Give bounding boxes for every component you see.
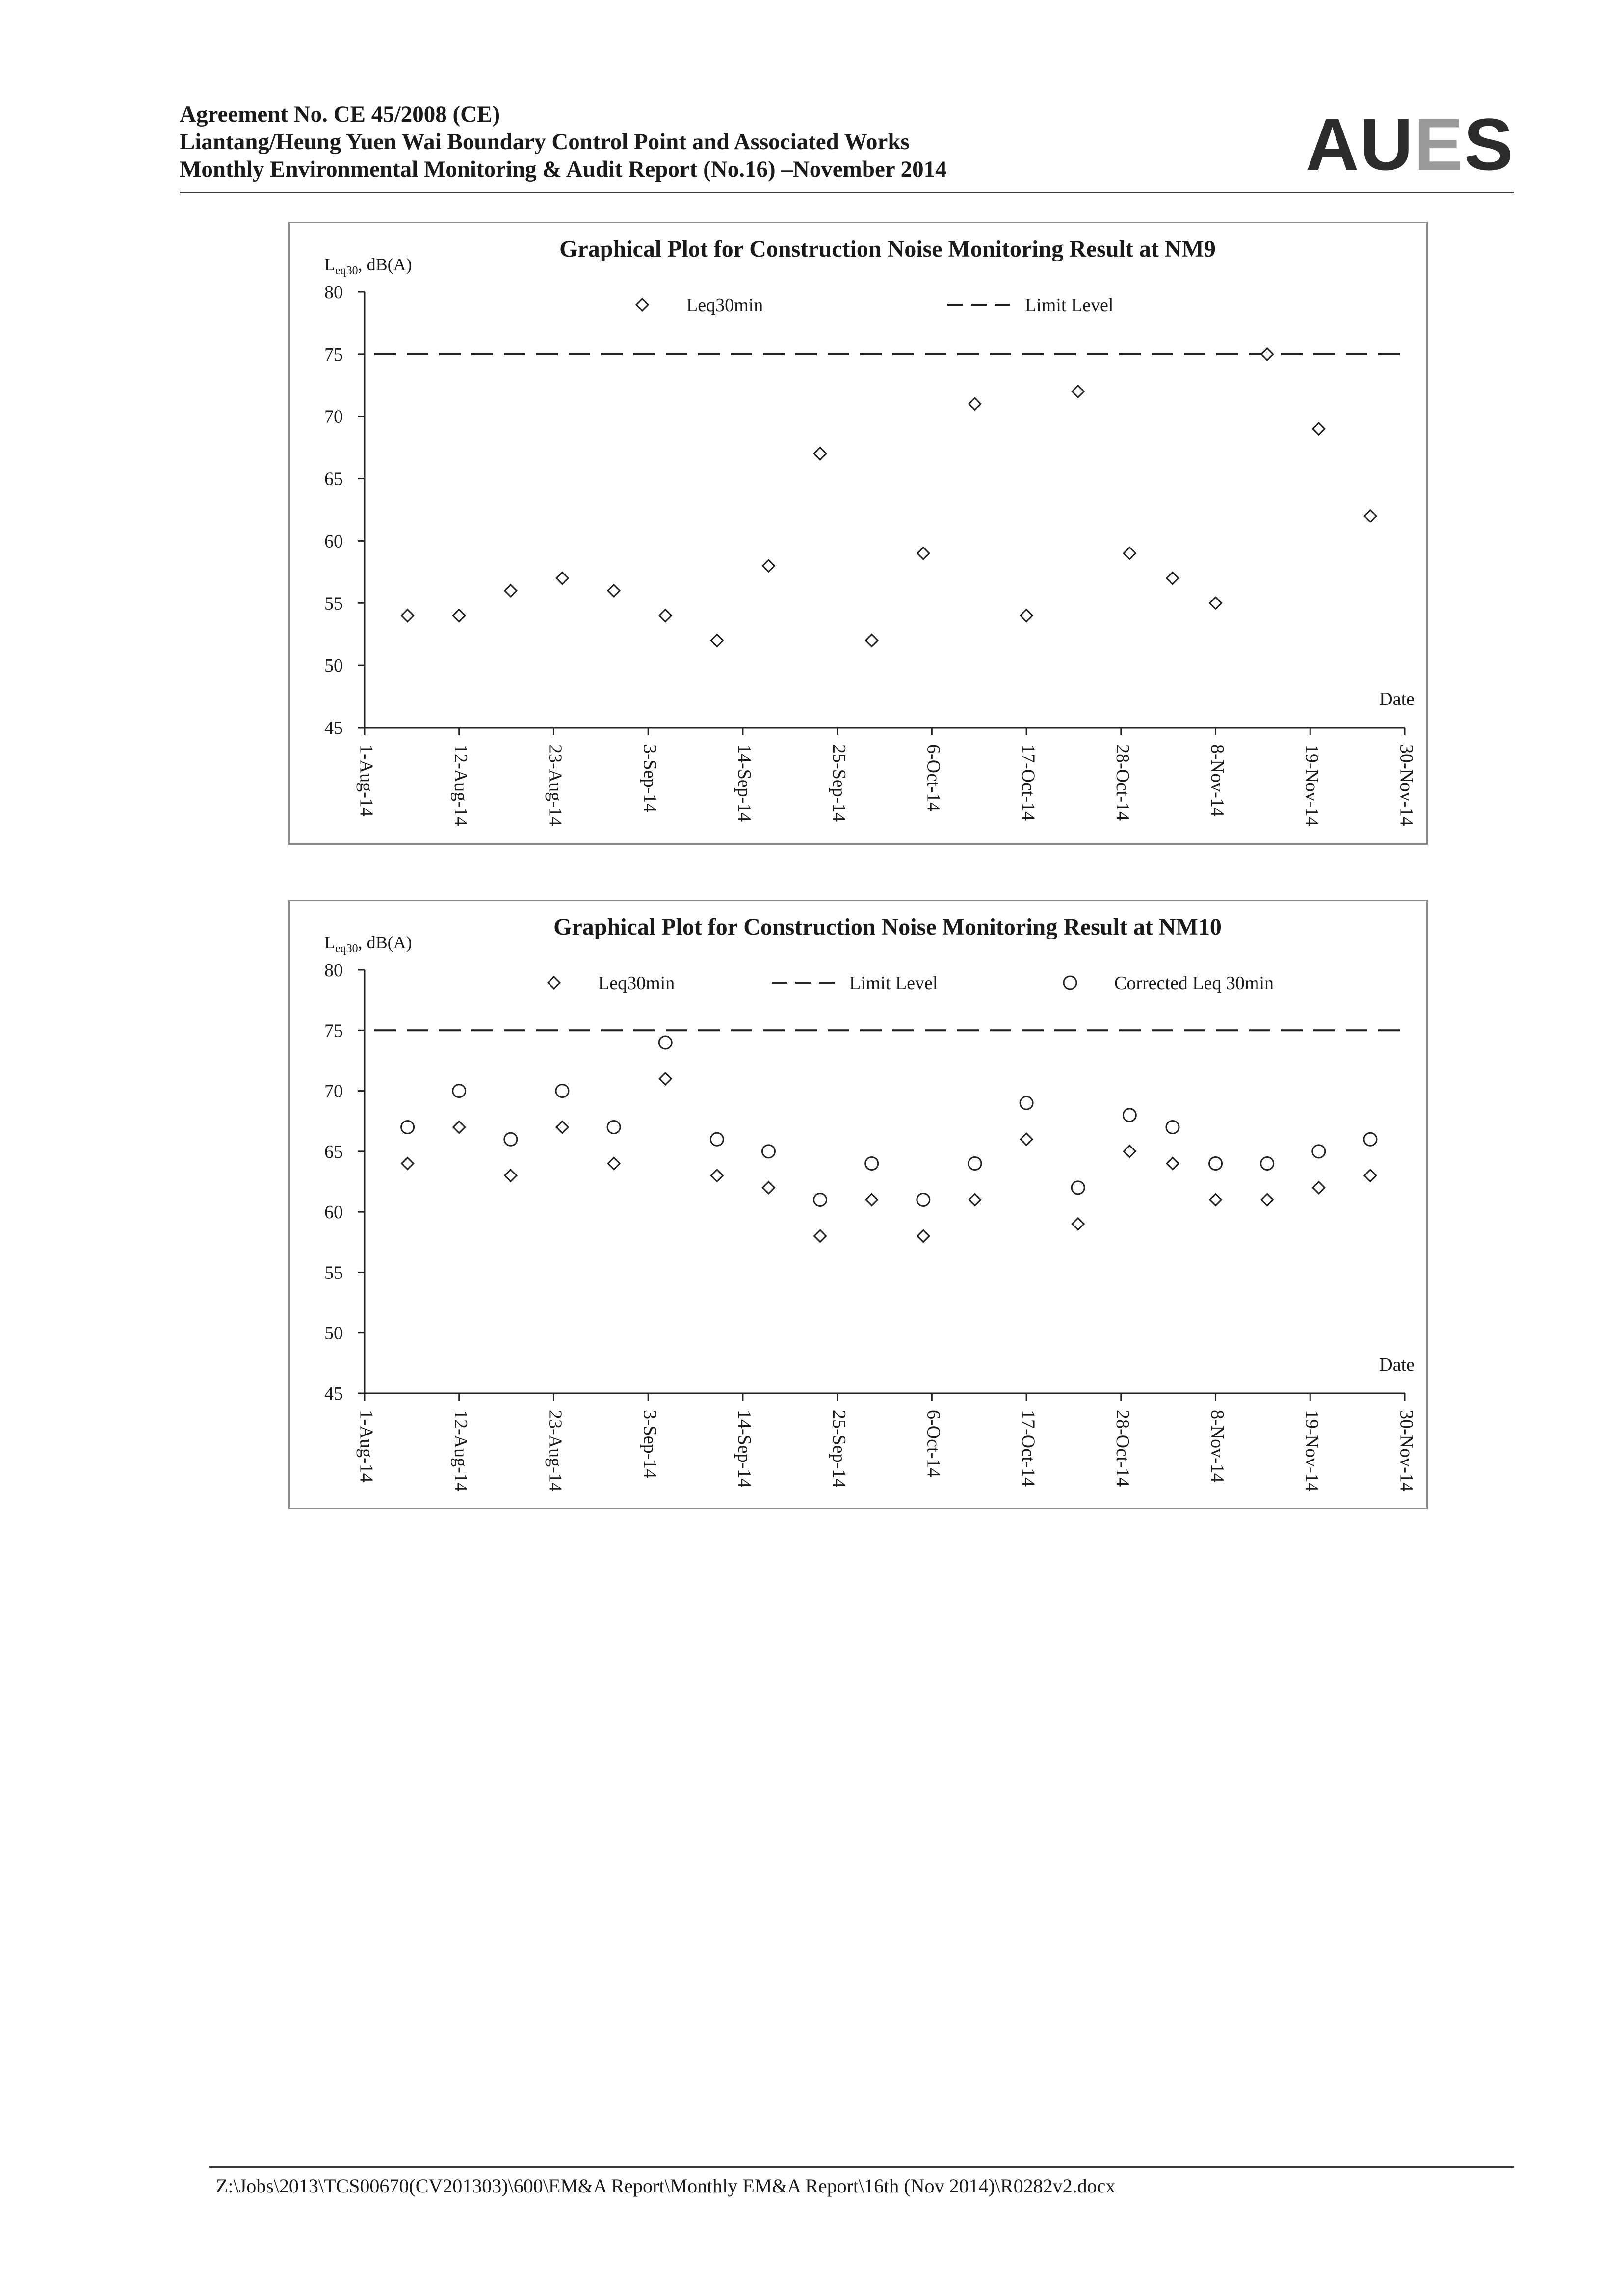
x-tick-label: 17-Oct-14 [1018,744,1039,821]
leq30min-point [1261,348,1273,360]
leq30min-point [711,1170,723,1181]
leq30min-point [1210,597,1222,609]
corrected-leq-point [504,1133,517,1146]
x-tick-label: 14-Sep-14 [734,744,755,822]
leq30min-point [1313,423,1325,435]
leq30min-point [762,1182,774,1194]
corrected-leq-point [556,1085,569,1097]
corrected-leq-point [762,1145,775,1158]
corrected-leq-point [1364,1133,1377,1146]
x-tick-label: 28-Oct-14 [1112,744,1133,821]
corrected-leq-point [401,1121,414,1134]
x-tick-label: 25-Sep-14 [828,744,849,822]
leq30min-point [969,398,981,410]
logo-text-s: S [1464,103,1514,185]
report-title: Monthly Environmental Monitoring & Audit Report (No.16) –November 2014 [180,157,947,182]
x-tick-label: 1-Aug-14 [356,744,377,817]
leq30min-point [814,1230,826,1242]
leq30min-point [1124,548,1135,559]
leq30min-point [1124,1146,1135,1157]
x-tick-label: 25-Sep-14 [828,1410,849,1488]
chart-title: Graphical Plot for Construction Noise Monitoring Result at NM9 [559,236,1216,262]
leq30min-point [1210,1194,1222,1205]
y-tick-label: 65 [324,1141,343,1162]
leq30min-point [659,610,671,622]
leq30min-point [402,1158,414,1170]
x-tick-label: 8-Nov-14 [1206,744,1228,817]
y-axis-label-main: L [324,933,335,952]
leq30min-point [1021,610,1032,622]
y-tick-label: 75 [324,344,343,365]
x-tick-label: 14-Sep-14 [734,1410,755,1488]
y-tick-label: 65 [324,469,343,490]
report-header [180,101,1514,194]
y-tick-label: 45 [324,1383,343,1404]
y-tick-label: 70 [324,406,343,427]
corrected-leq-point [1312,1145,1325,1158]
x-tick-label: 17-Oct-14 [1018,1410,1039,1487]
corrected-leq-point [607,1121,620,1134]
x-tick-label: 6-Oct-14 [923,1410,944,1478]
x-tick-label: 30-Nov-14 [1396,744,1417,826]
legend-label: Limit Level [849,973,938,993]
y-tick-label: 80 [324,282,343,303]
leq30min-point [762,560,774,572]
x-tick-label: 6-Oct-14 [923,744,944,812]
leq30min-point [969,1194,981,1205]
leq30min-point [608,1158,620,1170]
corrected-leq-point [969,1157,981,1170]
y-tick-label: 50 [324,1323,343,1344]
corrected-leq-point [1020,1096,1033,1109]
leq30min-point [814,448,826,460]
leq30min-point [505,585,517,597]
y-tick-label: 60 [324,1202,343,1223]
chart-title: Graphical Plot for Construction Noise Monitoring Result at NM10 [553,914,1222,940]
x-tick-label: 3-Sep-14 [639,1410,660,1479]
corrected-leq-point [1123,1109,1136,1122]
legend-label: Limit Level [1025,295,1114,315]
leq30min-point [453,610,465,622]
y-tick-label: 45 [324,718,343,738]
y-axis-label-subscript: eq30 [335,942,358,955]
legend-marker [636,299,648,311]
leq30min-point [917,1230,929,1242]
legend-label: Leq30min [598,973,675,993]
y-axis-label-subscript: eq30 [335,264,358,277]
nm10-chart-svg [290,901,1426,1508]
leq30min-point [453,1122,465,1133]
leq30min-point [711,634,723,646]
leq30min-point [1364,510,1376,522]
x-tick-label: 12-Aug-14 [450,744,471,826]
nm9-noise-chart [288,222,1428,845]
corrected-leq-point [1261,1157,1274,1170]
y-axis-label [324,255,412,277]
leq30min-point [917,548,929,559]
corrected-leq-point [814,1193,827,1206]
legend-label: Corrected Leq 30min [1114,973,1274,993]
corrected-leq-point [1166,1121,1179,1134]
agreement-number: Agreement No. CE 45/2008 (CE) [180,102,500,127]
leq30min-point [1167,573,1179,584]
corrected-leq-point [710,1133,723,1146]
footer-divider [209,2166,1514,2168]
leq30min-point [1167,1158,1179,1170]
x-tick-label: 23-Aug-14 [545,744,566,826]
aues-logo [1306,103,1514,185]
leq30min-point [1261,1194,1273,1205]
y-axis-label-unit: , dB(A) [358,255,412,274]
x-axis-label: Date [1379,689,1414,709]
legend-marker [548,977,560,989]
leq30min-point [1072,1218,1084,1230]
y-tick-label: 80 [324,960,343,981]
leq30min-point [505,1170,517,1181]
x-tick-label: 23-Aug-14 [545,1410,566,1492]
leq30min-point [556,573,568,584]
leq30min-point [1364,1170,1376,1181]
corrected-leq-point [453,1085,466,1097]
y-tick-label: 75 [324,1020,343,1042]
x-tick-label: 19-Nov-14 [1301,744,1322,826]
nm9-chart-svg [290,223,1426,843]
x-axis-label: Date [1379,1355,1414,1375]
x-tick-label: 1-Aug-14 [356,1410,377,1483]
corrected-leq-point [865,1157,878,1170]
corrected-leq-point [1209,1157,1222,1170]
y-tick-label: 55 [324,1262,343,1283]
y-axis-label [324,933,412,955]
leq30min-point [1021,1133,1032,1145]
y-axis-label-main: L [324,255,335,274]
leq30min-point [402,610,414,622]
leq30min-point [556,1122,568,1133]
leq30min-point [659,1073,671,1085]
logo-text-e: E [1414,103,1464,185]
logo-text-au: AU [1306,103,1414,185]
project-name: Liantang/Heung Yuen Wai Boundary Control Point and Associated Works [180,129,910,155]
x-tick-label: 28-Oct-14 [1112,1410,1133,1487]
legend-label: Leq30min [686,295,763,315]
y-tick-label: 60 [324,531,343,552]
nm10-noise-chart [288,900,1428,1509]
x-tick-label: 30-Nov-14 [1396,1410,1417,1492]
corrected-leq-point [1072,1181,1084,1194]
y-tick-label: 55 [324,593,343,614]
y-axis-label-unit: , dB(A) [358,933,412,952]
header-divider [180,192,1514,193]
corrected-leq-point [659,1036,672,1049]
leq30min-point [866,634,878,646]
corrected-leq-point [917,1193,930,1206]
legend-marker [1064,976,1076,989]
leq30min-point [866,1194,878,1205]
leq30min-point [608,585,620,597]
x-tick-label: 8-Nov-14 [1206,1410,1228,1483]
x-tick-label: 3-Sep-14 [639,744,660,813]
y-tick-label: 70 [324,1081,343,1102]
x-tick-label: 12-Aug-14 [450,1410,471,1492]
leq30min-point [1313,1182,1325,1194]
x-tick-label: 19-Nov-14 [1301,1410,1322,1492]
y-tick-label: 50 [324,655,343,677]
leq30min-point [1072,386,1084,397]
footer-file-path: Z:\Jobs\2013\TCS00670(CV201303)\600\EM&A Report\Monthly EM&A Report\16th (Nov 2014)\R0282v2.docx [216,2175,1116,2197]
